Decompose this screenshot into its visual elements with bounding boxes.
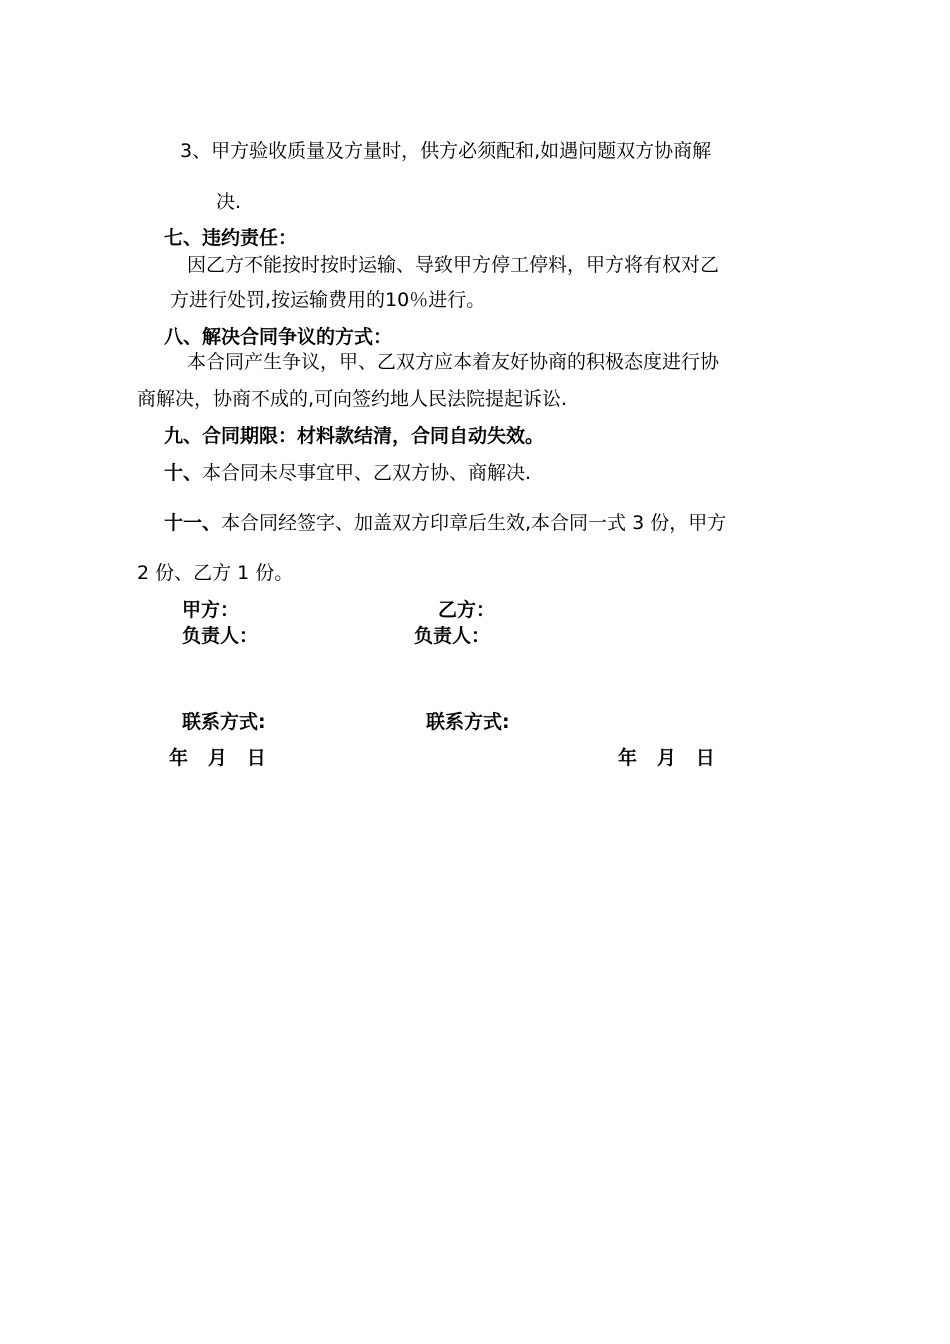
contact-a-label: 联系方式: <box>182 711 266 733</box>
section-7-line-2: 方进行处罚,按运输费用的10％进行。 <box>170 289 486 311</box>
section-7-line-1: 因乙方不能按时按时运输、导致甲方停工停料，甲方将有权对乙 <box>187 254 720 276</box>
section-10 <box>164 461 531 485</box>
party-b-label: 乙方： <box>438 599 496 621</box>
party-a-label: 甲方： <box>182 599 240 621</box>
section-10-text: 本合同未尽事宜甲、乙双方协、商解决. <box>202 462 532 484</box>
contact-b-label: 联系方式: <box>426 711 510 733</box>
section-11-line-1 <box>164 511 726 535</box>
person-in-charge-a-label: 负责人： <box>182 625 259 647</box>
section-8-line-1: 本合同产生争议，甲、乙双方应本着友好协商的积极态度进行协 <box>187 351 720 373</box>
clause-3-line-1: 3、甲方验收质量及方量时，供方必须配和,如遇问题双方协商解 <box>180 140 712 162</box>
section-11-text: 本合同经签字、加盖双方印章后生效,本合同一式 3 份，甲方 <box>221 512 727 534</box>
section-7-heading: 七、违约责任： <box>164 227 298 249</box>
date-a: 年 月 日 <box>169 747 266 769</box>
date-b: 年 月 日 <box>618 747 715 769</box>
clause-3-line-2: 决. <box>216 191 242 213</box>
section-11-line-2: 2 份、乙方 1 份。 <box>137 562 294 584</box>
section-10-prefix: 十、 <box>164 462 203 484</box>
person-in-charge-b-label: 负责人： <box>414 625 491 647</box>
section-9: 九、合同期限：材料款结清，合同自动失效。 <box>164 425 545 447</box>
section-11-prefix: 十一、 <box>164 512 222 534</box>
section-8-line-2: 商解决，协商不成的,可向签约地人民法院提起诉讼. <box>137 388 568 410</box>
section-8-heading: 八、解决合同争议的方式： <box>164 326 393 348</box>
